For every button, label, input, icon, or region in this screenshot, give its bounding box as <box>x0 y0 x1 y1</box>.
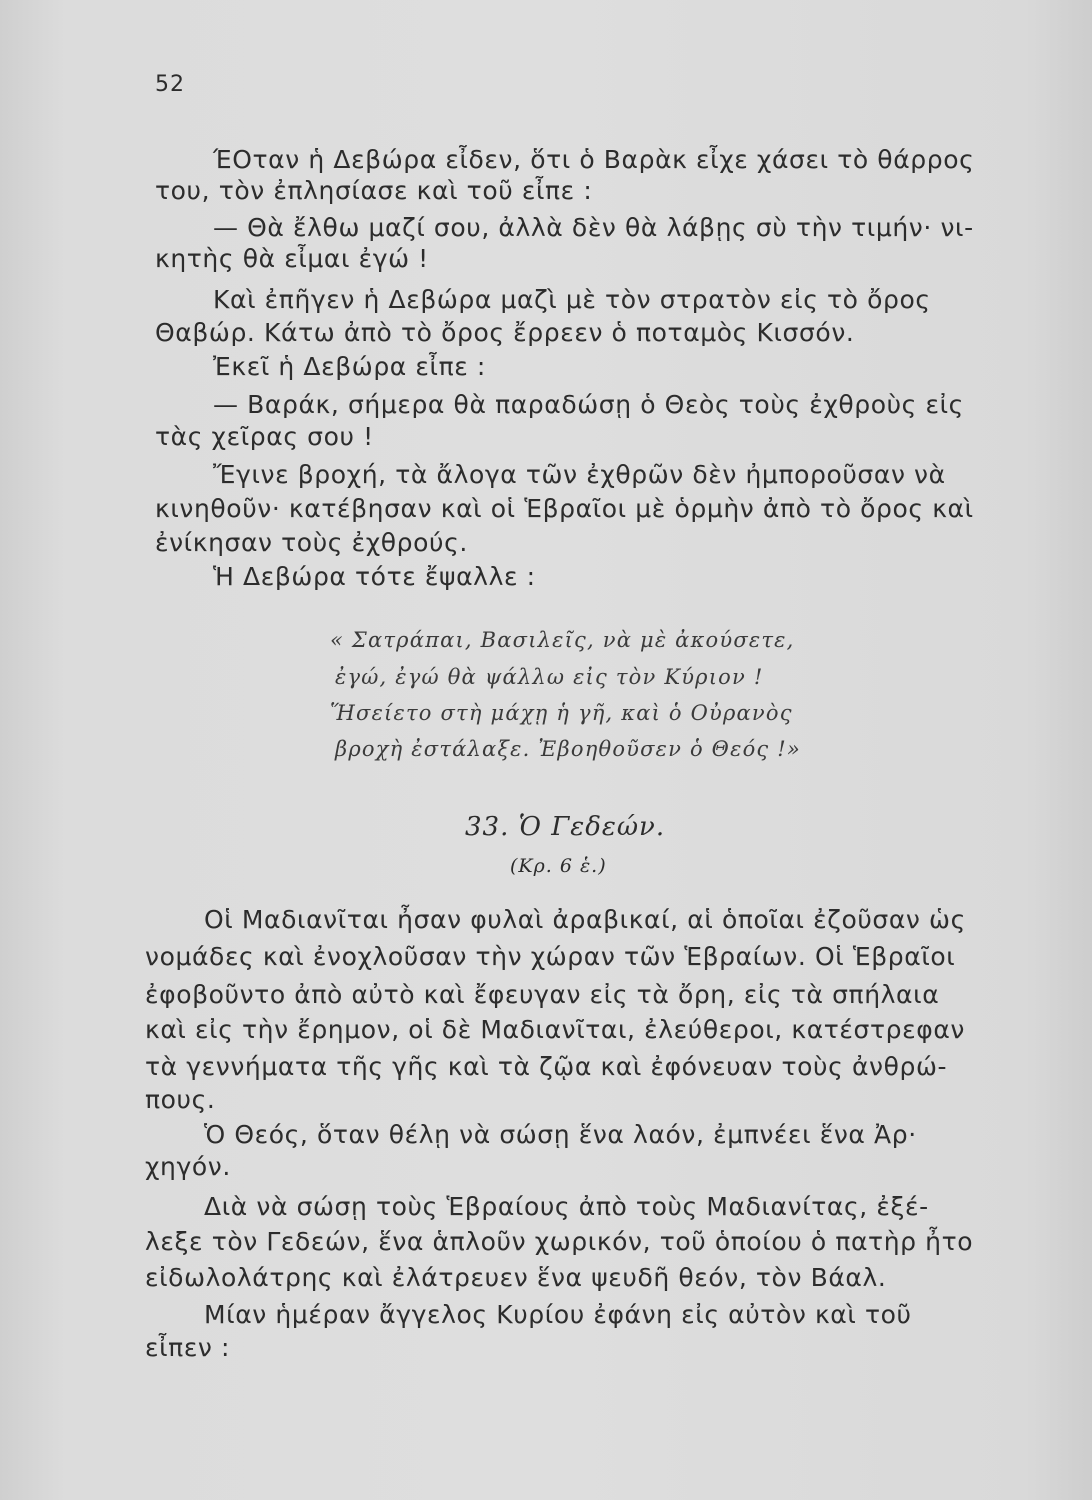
text-line: νομάδες καὶ ἐνοχλοῦσαν τὴν χώραν τῶν Ἑβραίων. Οἱ Ἑβραῖοι <box>145 942 956 971</box>
text-line: — Θὰ ἔλθω μαζί σου, ἀλλὰ δὲν θὰ λάβῃς σὺ τὴν τιμήν· νι- <box>213 213 974 242</box>
text-line: κητὴς θὰ εἶμαι ἐγώ ! <box>155 244 429 273</box>
poem-line: ἐγώ, ἐγώ θὰ ψάλλω εἰς τὸν Κύριον ! <box>335 665 764 689</box>
text-line: Διὰ νὰ σώσῃ τοὺς Ἑβραίους ἀπὸ τοὺς Μαδιανίτας, ἐξέ- <box>204 1192 929 1221</box>
text-line: εἰδωλολάτρης καὶ ἐλάτρευεν ἕνα ψευδῆ θεόν, τὸν Βάαλ. <box>145 1263 887 1292</box>
text-line: Μίαν ἡμέραν ἄγγελος Κυρίου ἐφάνη εἰς αὐτὸν καὶ τοῦ <box>204 1300 912 1329</box>
text-line: καὶ εἰς τὴν ἔρημον, οἱ δὲ Μαδιανῖται, ἐλεύθεροι, κατέστρεφαν <box>145 1015 965 1044</box>
text-line: λεξε τὸν Γεδεών, ἕνα ἁπλοῦν χωρικόν, τοῦ ὁποίου ὁ πατὴρ ἦτο <box>145 1227 974 1256</box>
text-line: Θαβώρ. Κάτω ἀπὸ τὸ ὄρος ἔρρεεν ὁ ποταμὸς Κισσόν. <box>155 318 855 347</box>
text-line: κινηθοῦν· κατέβησαν καὶ οἱ Ἑβραῖοι μὲ ὁρμὴν ἀπὸ τὸ ὄρος καὶ <box>155 494 974 523</box>
text-line: χηγόν. <box>145 1152 231 1181</box>
text-line: ΈΟταν ἡ Δεβώρα εἶδεν, ὅτι ὁ Βαρὰκ εἶχε χάσει τὸ θάρρος <box>213 145 975 174</box>
text-line: ἐφοβοῦντο ἀπὸ αὐτὸ καὶ ἔφευγαν εἰς τὰ ὄρη, εἰς τὰ σπήλαια <box>145 980 940 1009</box>
section-title: 33. Ὁ Γεδεών. <box>465 812 666 842</box>
poem-line: Ἥσείετο στὴ μάχῃ ἡ γῆ, καὶ ὁ Οὐρανὸς <box>330 701 793 725</box>
page-number: 52 <box>155 72 185 97</box>
text-line: ἐνίκησαν τοὺς ἐχθρούς. <box>155 528 468 557</box>
section-reference: (Κρ. 6 ἑ.) <box>510 855 607 877</box>
text-line: εἶπεν : <box>145 1333 231 1362</box>
text-line: Ὁ Θεός, ὅταν θέλῃ νὰ σώσῃ ἕνα λαόν, ἐμπνέει ἕνα Ἀρ· <box>204 1120 917 1149</box>
poem-line: βροχὴ ἐστάλαξε. Ἐβοηθοῦσεν ὁ Θεός !» <box>335 737 801 761</box>
text-line: Οἱ Μαδιανῖται ἦσαν φυλαὶ ἀραβικαί, αἱ ὁποῖαι ἐζοῦσαν ὡς <box>204 905 966 934</box>
text-line: Ἐκεῖ ἡ Δεβώρα εἶπε : <box>213 352 486 381</box>
text-line: Καὶ ἐπῆγεν ἡ Δεβώρα μαζὶ μὲ τὸν στρατὸν εἰς τὸ ὄρος <box>213 285 931 314</box>
text-line: Ἡ Δεβώρα τότε ἔψαλλε : <box>213 562 536 591</box>
text-line: — Βαράκ, σήμερα θὰ παραδώσῃ ὁ Θεὸς τοὺς ἐχθροὺς εἰς <box>213 390 964 419</box>
text-line: του, τὸν ἐπλησίασε καὶ τοῦ εἶπε : <box>155 176 593 205</box>
text-line: πους. <box>145 1085 216 1114</box>
poem-line: « Σατράπαι, Βασιλεῖς, νὰ μὲ ἀκούσετε, <box>330 628 795 652</box>
text-line: τὰς χεῖρας σου ! <box>155 422 374 451</box>
text-line: Ἔγινε βροχή, τὰ ἄλογα τῶν ἐχθρῶν δὲν ἠμποροῦσαν νὰ <box>213 460 946 489</box>
text-line: τὰ γεννήματα τῆς γῆς καὶ τὰ ζῷα καὶ ἐφόνευαν τοὺς ἀνθρώ- <box>145 1052 948 1081</box>
